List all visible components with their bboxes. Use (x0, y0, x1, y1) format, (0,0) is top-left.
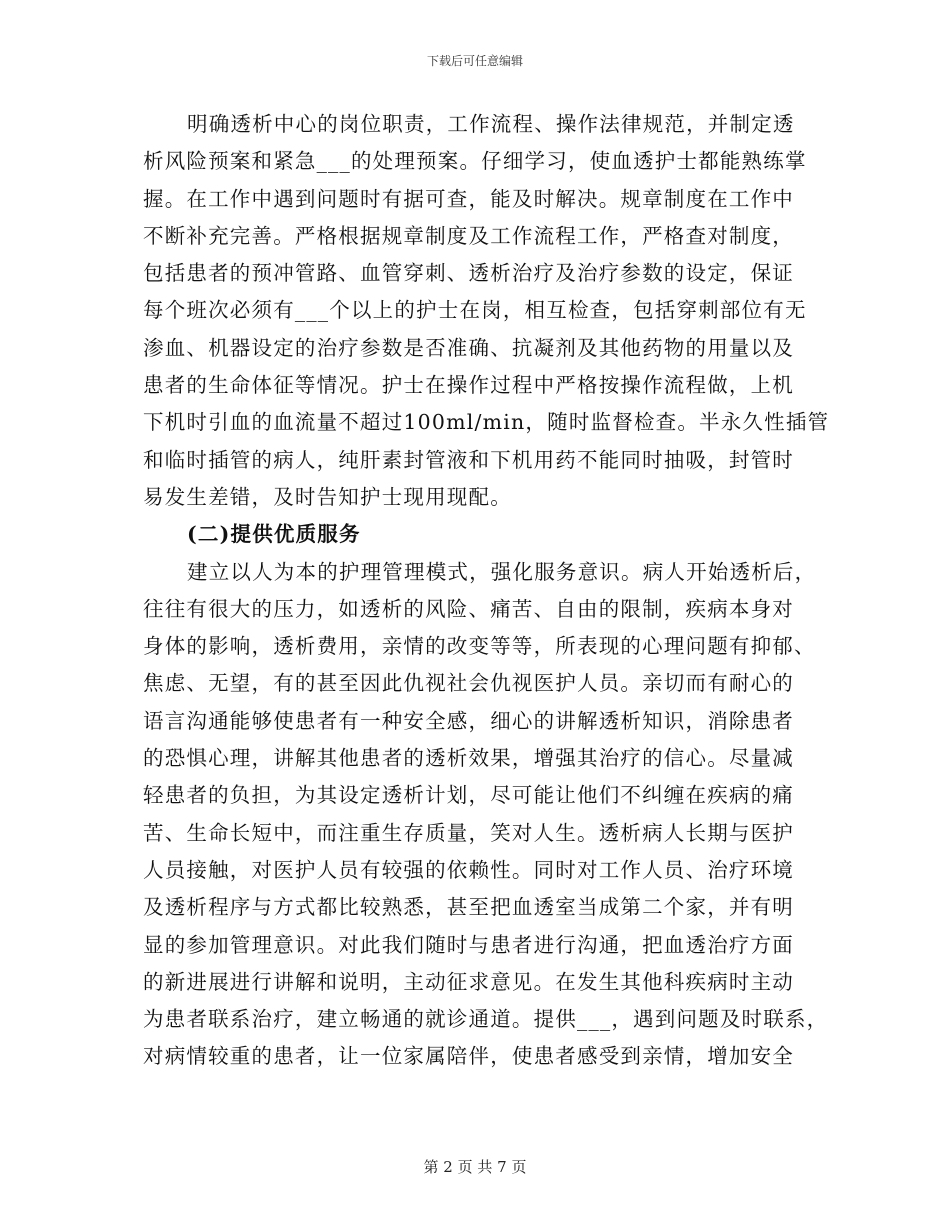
paragraph-line: 轻患者的负担，为其设定透析计划，尽可能让他们不纠缠在疾病的痛 (143, 783, 794, 808)
paragraph-line: 及透析程序与方式都比较熟悉，甚至把血透室当成第二个家，并有明 (143, 895, 794, 920)
document-body (143, 106, 830, 1076)
paragraph-line: 下机时引血的血流量不超过100ml/min，随时监督检查。半永久性插管 (143, 410, 830, 435)
paragraph-line: 人员接触，对医护人员有较强的依赖性。同时对工作人员、治疗环境 (143, 857, 794, 882)
paragraph-line: 析风险预案和紧急___的处理预案。仔细学习，使血透护士都能熟练掌 (143, 149, 807, 174)
section-heading: (二)提供优质服务 (187, 522, 361, 547)
paragraph-line: 易发生差错，及时告知护士现用现配。 (143, 484, 512, 509)
paragraph-line: 明确透析中心的岗位职责，工作流程、操作法律规范，并制定透 (187, 112, 795, 136)
paragraph-line: 往往有很大的压力，如透析的风险、痛苦、自由的限制，疾病本身对 (143, 596, 794, 621)
page-header: 下载后可任意编辑 (426, 54, 523, 68)
paragraph-line: 握。在工作中遇到问题时有据可查，能及时解决。规章制度在工作中 (143, 186, 794, 211)
paragraph-line: 的新进展进行讲解和说明，主动征求意见。在发生其他科疾病时主动 (143, 969, 794, 994)
paragraph-line: 对病情较重的患者，让一位家属陪伴，使患者感受到亲情，增加安全 (143, 1044, 794, 1069)
paragraph-line: 包括患者的预冲管路、血管穿刺、透析治疗及治疗参数的设定，保证 (143, 261, 794, 286)
paragraph-line: 渗血、机器设定的治疗参数是否准确、抗凝剂及其他药物的用量以及 (143, 335, 794, 360)
paragraph-line: 焦虑、无望，有的甚至因此仇视社会仇视医护人员。亲切而有耐心的 (143, 671, 794, 696)
paragraph-line: 患者的生命体征等情况。护士在操作过程中严格按操作流程做，上机 (143, 373, 794, 398)
paragraph-line: 建立以人为本的护理管理模式，强化服务意识。病人开始透析后， (187, 559, 817, 584)
paragraph-line: 不断补充完善。严格根据规章制度及工作流程工作，严格查对制度， (143, 223, 794, 248)
paragraph-line: 的恐惧心理，讲解其他患者的透析效果，增强其治疗的信心。尽量减 (143, 746, 794, 771)
paragraph-line: 和临时插管的病人，纯肝素封管液和下机用药不能同时抽吸，封管时 (143, 447, 794, 472)
paragraph-line: 语言沟通能够使患者有一种安全感，细心的讲解透析知识，消除患者 (143, 708, 794, 733)
page-footer: 第 2 页 共 7 页 (423, 1158, 527, 1176)
paragraph-line: 显的参加管理意识。对此我们随时与患者进行沟通，把血透治疗方面 (143, 932, 794, 957)
paragraph-line: 每个班次必须有___个以上的护士在岗，相互检查，包括穿刺部位有无 (143, 298, 807, 323)
paragraph-line: 为患者联系治疗，建立畅通的就诊通道。提供___，遇到问题及时联系， (143, 1007, 829, 1032)
paragraph-line: 身体的影响，透析费用，亲情的改变等等，所表现的心理问题有抑郁、 (143, 634, 816, 659)
paragraph-line: 苦、生命长短中，而注重生存质量，笑对人生。透析病人长期与医护 (143, 820, 794, 845)
